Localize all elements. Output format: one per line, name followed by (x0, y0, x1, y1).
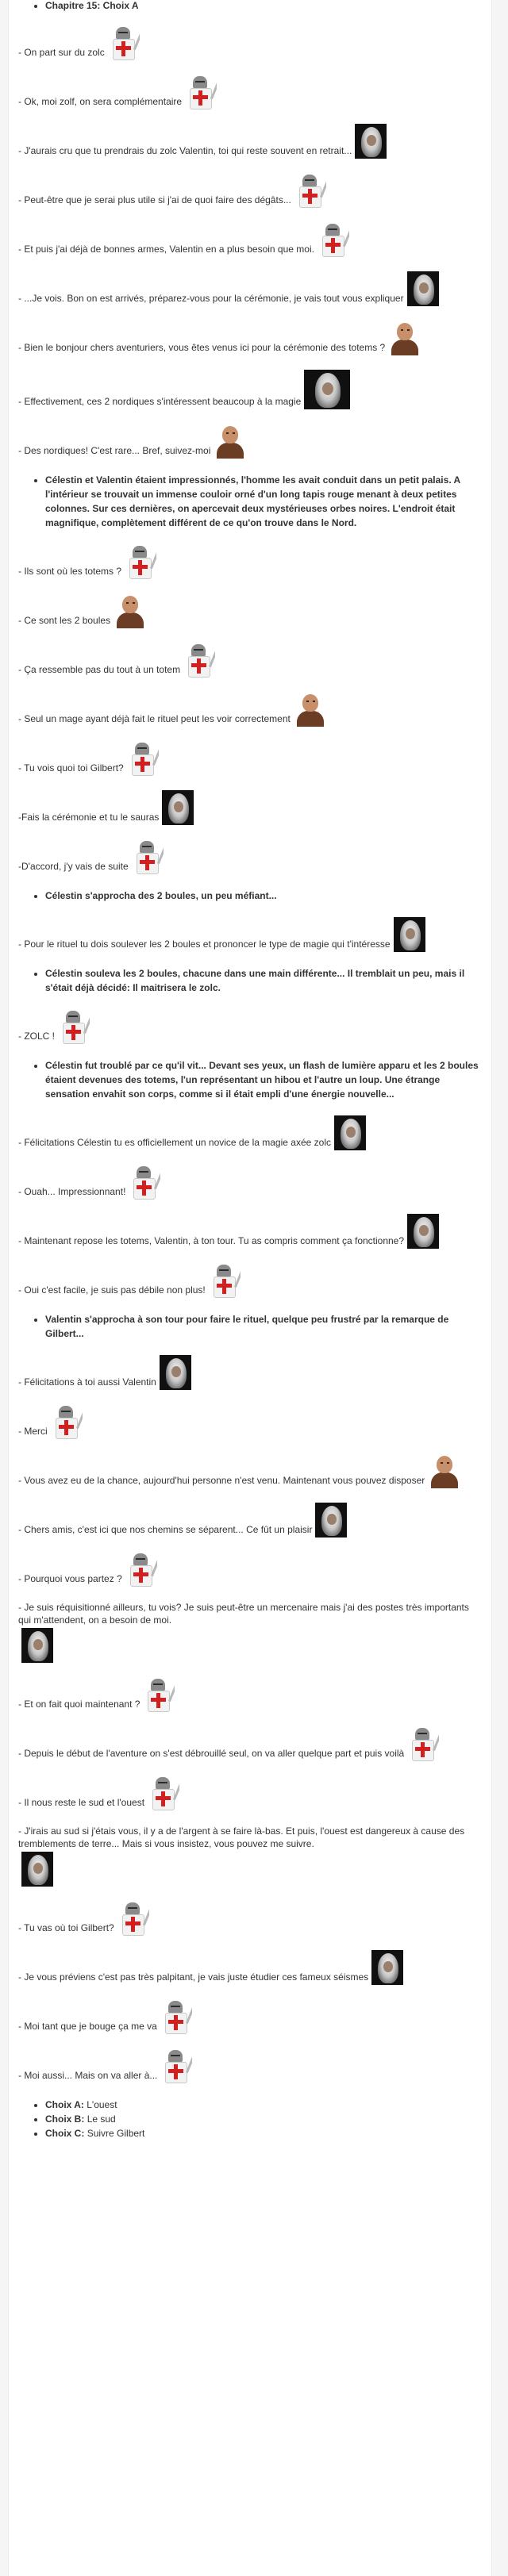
mage-portrait (388, 321, 420, 355)
story-content (18, 25, 483, 2083)
dialogue-line (18, 1263, 483, 1298)
knight-portrait (132, 839, 164, 874)
dialogue-line (18, 1503, 483, 1538)
dialogue-line (18, 1776, 483, 1810)
dialogue-line (18, 271, 483, 306)
mage-portrait (114, 593, 145, 628)
narration: • Valentin s'approcha à son tour pour faire le rituel, quelque peu frustré par la remarque de Gilbert... (45, 1312, 483, 1341)
dialogue-text: - Il nous reste le sud et l'ouest (18, 1797, 145, 1808)
narration: • Célestin et Valentin étaient impressionnés, l'homme les avait conduit dans un petit palais. A l'intérieur se trouvait un immense couloir orné d'un long tapis rouge menant à deux petites colonnes. Sur ces dernières, on apercevait deux mystérieuses orbes noires. L'endroit était magnifique, complètement différent de ce qu'on trouve dans le Nord. (45, 473, 483, 530)
narration: • Célestin souleva les 2 boules, chacune dans une main différente... Il tremblait un peu, mais il s'était déjà décidé: Il maitrisera le zolc. (45, 966, 483, 995)
dialogue-line (18, 25, 483, 60)
choice-label: Choix C: (45, 2128, 85, 2139)
mage-portrait (294, 692, 325, 727)
dialogue-text: - Félicitations à toi aussi Valentin (18, 1376, 156, 1388)
dialogue-line (18, 741, 483, 776)
dialogue-text: - Ok, moi zolf, on sera complémentaire (18, 96, 183, 107)
dialogue-text: - Tu vas où toi Gilbert? (18, 1922, 114, 1933)
dialogue-line (18, 593, 483, 628)
dialogue-line (18, 2048, 483, 2083)
dialogue-line (18, 1999, 483, 2034)
mage-portrait (214, 424, 245, 459)
dialogue-line (18, 1726, 483, 1761)
narration-list (18, 1058, 483, 1101)
dialogue-text: - Et puis j'ai déjà de bonnes armes, Valentin en a plus besoin que moi. (18, 244, 314, 255)
knight-portrait (160, 2048, 192, 2083)
hooded-portrait (162, 790, 194, 825)
choice-text: L'ouest (87, 2099, 117, 2110)
mage-portrait (428, 1453, 460, 1488)
choice-list (18, 2098, 483, 2140)
dialogue-text: - Et on fait quoi maintenant ? (18, 1699, 140, 1710)
dialogue-text: - Peut-être que je serai plus utile si j'ai de quoi faire des dégâts... (18, 194, 291, 205)
choice-item[interactable] (45, 2112, 483, 2126)
dialogue-text: - J'aurais cru que tu prendrais du zolc Valentin, toi qui reste souvent en retrait... (18, 145, 352, 156)
knight-portrait (160, 1999, 192, 2034)
knight-portrait (143, 1677, 175, 1712)
hooded-portrait (304, 370, 350, 409)
dialogue-text: - Bien le bonjour chers aventuriers, vous êtes venus ici pour la cérémonie des totems ? (18, 342, 386, 353)
hooded-portrait (407, 1214, 439, 1249)
hooded-portrait (315, 1503, 347, 1538)
dialogue-line (18, 1601, 483, 1663)
dialogue-line (18, 1214, 483, 1249)
dialogue-line (18, 173, 483, 208)
hooded-portrait (394, 917, 425, 952)
dialogue-line (18, 917, 483, 952)
dialogue-line (18, 790, 483, 825)
dialogue-line (18, 1825, 483, 1887)
knight-portrait (127, 741, 159, 776)
choice-label: Choix A: (45, 2099, 84, 2110)
dialogue-line (18, 643, 483, 678)
dialogue-text: - ...Je vois. Bon on est arrivés, préparez-vous pour la cérémonie, je vais tout vous expliquer (18, 293, 404, 304)
dialogue-text: - Pour le rituel tu dois soulever les 2 boules et prononcer le type de magie qui t'intéresse (18, 939, 391, 950)
dialogue-text: - Merci (18, 1426, 48, 1437)
hooded-portrait (371, 1950, 403, 1985)
dialogue-text: - Pourquoi vous partez ? (18, 1573, 122, 1584)
dialogue-line (18, 321, 483, 355)
dialogue-text: - J'irais au sud si j'étais vous, il y a de l'argent à se faire là-bas. Et puis, l'ouest est dangereux à cause des tremblements de terre... Mais si vous insistez, vous pouvez me suivre. (18, 1825, 465, 1849)
dialogue-line (18, 1355, 483, 1390)
story-page (8, 0, 492, 2576)
knight-portrait (125, 1552, 157, 1587)
dialogue-text: - Je vous préviens c'est pas très palpitant, je vais juste étudier ces fameux séismes (18, 1971, 369, 1983)
dialogue-text: - Oui c'est facile, je suis pas débile non plus! (18, 1284, 206, 1296)
dialogue-text: - Tu vois quoi toi Gilbert? (18, 762, 124, 774)
knight-portrait (108, 25, 140, 60)
dialogue-text: - Maintenant repose les totems, Valentin, à ton tour. Tu as compris comment ça fonctionne? (18, 1235, 405, 1246)
hooded-portrait (21, 1628, 53, 1663)
dialogue-line (18, 75, 483, 109)
dialogue-line (18, 124, 483, 159)
narration-list (18, 966, 483, 995)
dialogue-text: - Ouah... Impressionnant! (18, 1186, 126, 1197)
dialogue-line (18, 370, 483, 409)
knight-portrait (183, 643, 215, 678)
dialogue-text: - Effectivement, ces 2 nordiques s'intéressent beaucoup à la magie (18, 396, 302, 407)
chapter-heading-list (18, 0, 483, 11)
dialogue-text: - ZOLC ! (18, 1031, 56, 1042)
dialogue-text: - Seul un mage ayant déjà fait le rituel peut les voir correctement (18, 713, 291, 724)
dialogue-line (18, 222, 483, 257)
dialogue-text: - Ce sont les 2 boules (18, 615, 111, 626)
choice-item[interactable] (45, 2098, 483, 2112)
dialogue-text: -Fais la cérémonie et tu le sauras (18, 812, 160, 823)
knight-portrait (148, 1776, 179, 1810)
choice-text: Le sud (87, 2113, 116, 2125)
dialogue-line (18, 544, 483, 579)
knight-portrait (117, 1901, 149, 1936)
knight-portrait (294, 173, 326, 208)
narration: • Célestin s'approcha des 2 boules, un peu méfiant... (45, 889, 483, 903)
choice-text: Suivre Gilbert (87, 2128, 145, 2139)
knight-portrait (125, 544, 156, 579)
dialogue-text: - Félicitations Célestin tu es officiellement un novice de la magie axée zolc (18, 1137, 331, 1148)
dialogue-text: - Je suis réquisitionné ailleurs, tu vois? Je suis peut-être un mercenaire mais j'ai des postes très importants qui m'attendent, on a besoin de moi. (18, 1602, 469, 1626)
hooded-portrait (407, 271, 439, 306)
dialogue-text: - Ils sont où les totems ? (18, 566, 122, 577)
dialogue-text: -D'accord, j'y vais de suite (18, 861, 129, 872)
dialogue-line (18, 1115, 483, 1150)
dialogue-line (18, 1404, 483, 1439)
hooded-portrait (21, 1852, 53, 1887)
dialogue-text: - Ça ressemble pas du tout à un totem (18, 664, 181, 675)
narration-list (18, 889, 483, 903)
dialogue-text: - Chers amis, c'est ici que nos chemins se séparent... Ce fût un plaisir (18, 1524, 313, 1535)
knight-portrait (209, 1263, 241, 1298)
dialogue-text: - On part sur du zolc (18, 47, 105, 58)
narration-list (18, 1312, 483, 1341)
narration: • Célestin fut troublé par ce qu'il vit... Devant ses yeux, un flash de lumière apparu et les 2 boules étaient devenues des totems, l'un représentant un hibou et l'autre un loup. Une étrange sensation envahit son corps, comme si il était empli d'une énergie nouvelle... (45, 1058, 483, 1101)
knight-portrait (58, 1009, 90, 1044)
dialogue-text: - Moi tant que je bouge ça me va (18, 2021, 157, 2032)
hooded-portrait (160, 1355, 191, 1390)
dialogue-text: - Depuis le début de l'aventure on s'est débrouillé seul, on va aller quelque part et puis voilà (18, 1748, 405, 1759)
hooded-portrait (334, 1115, 366, 1150)
choice-item[interactable] (45, 2126, 483, 2140)
dialogue-line (18, 839, 483, 874)
chapter-title: • Chapitre 15: Choix A (45, 0, 483, 11)
dialogue-line (18, 424, 483, 459)
knight-portrait (407, 1726, 439, 1761)
dialogue-line (18, 1677, 483, 1712)
dialogue-text: - Des nordiques! C'est rare... Bref, suivez-moi (18, 445, 211, 456)
dialogue-text: - Moi aussi... Mais on va aller à... (18, 2070, 158, 2081)
knight-portrait (185, 75, 217, 109)
knight-portrait (318, 222, 349, 257)
knight-portrait (129, 1165, 160, 1200)
choice-label: Choix B: (45, 2113, 85, 2125)
hooded-portrait (355, 124, 387, 159)
dialogue-line (18, 1165, 483, 1200)
knight-portrait (51, 1404, 83, 1439)
narration-list (18, 473, 483, 530)
dialogue-line (18, 1009, 483, 1044)
dialogue-line (18, 1901, 483, 1936)
dialogue-line (18, 1552, 483, 1587)
dialogue-text: - Vous avez eu de la chance, aujourd'hui personne n'est venu. Maintenant vous pouvez disposer (18, 1475, 425, 1486)
dialogue-line (18, 692, 483, 727)
dialogue-line (18, 1453, 483, 1488)
dialogue-line (18, 1950, 483, 1985)
